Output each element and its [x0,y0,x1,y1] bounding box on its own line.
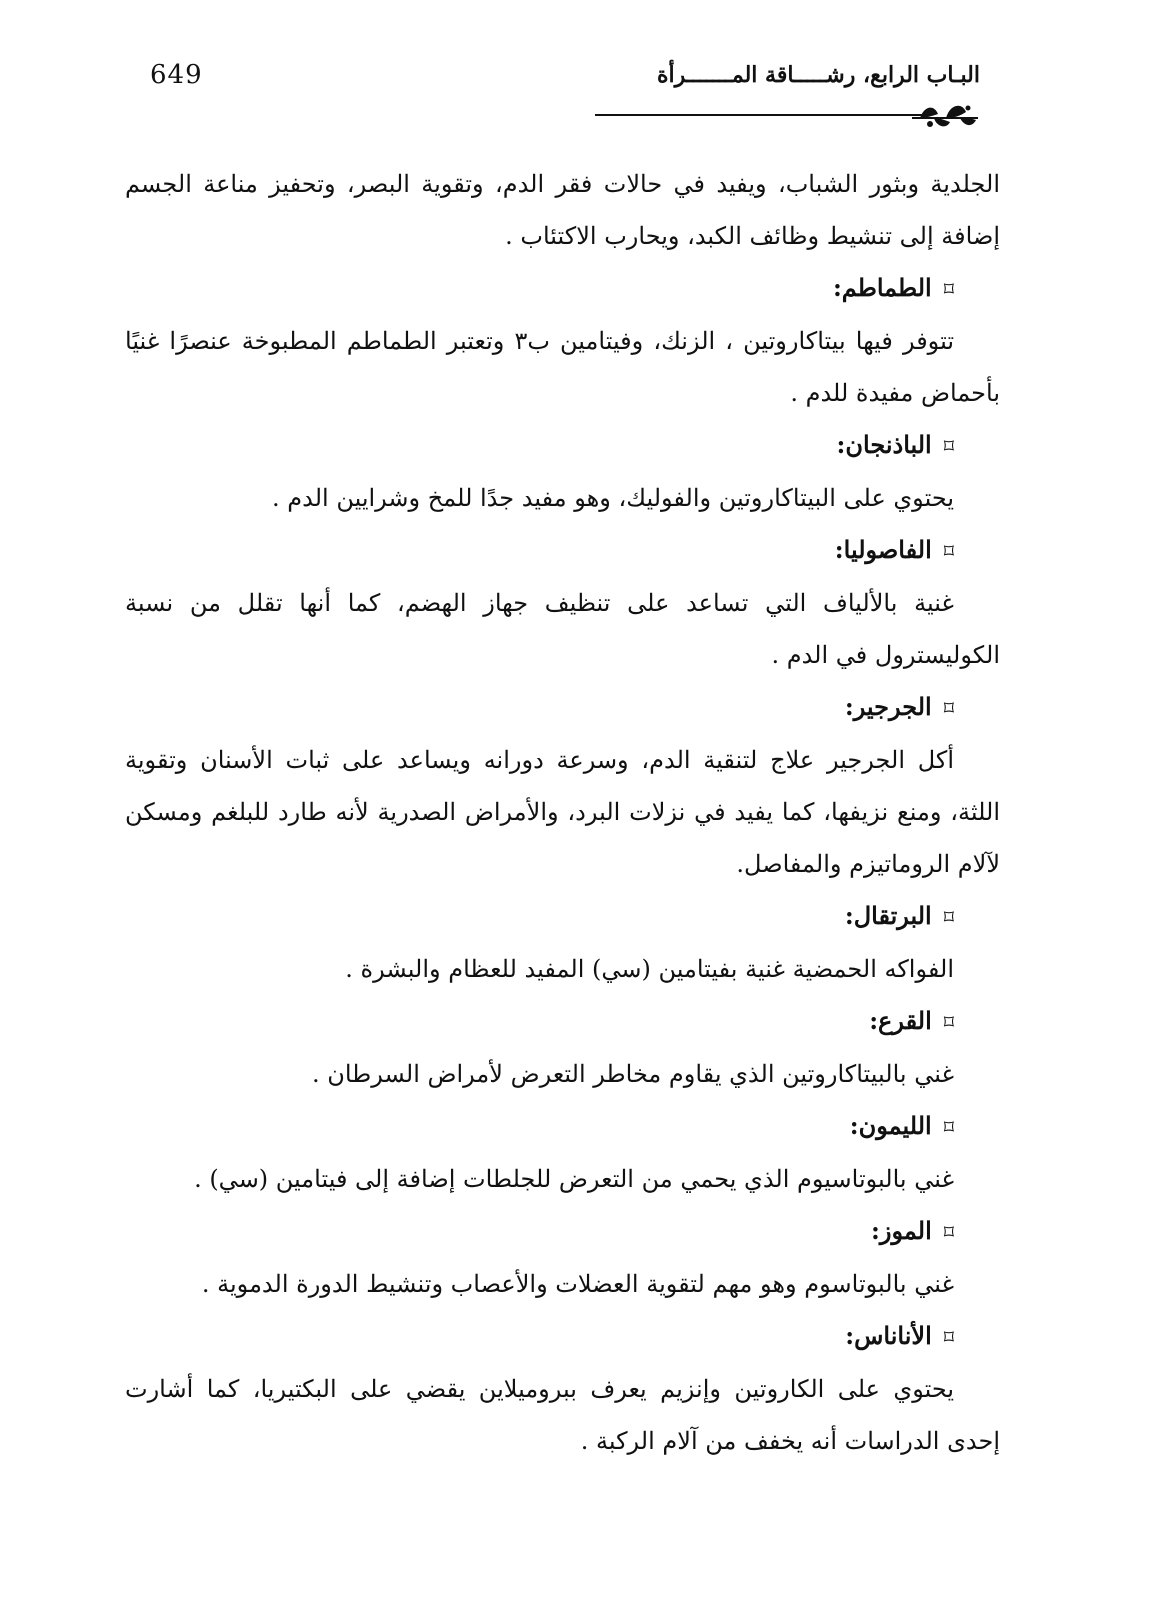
bullet-icon: ⌑ [943,1220,954,1244]
food-item-title: الجرجير: [844,692,932,721]
food-item-heading [125,524,1000,577]
page-header [150,56,980,136]
page-body [125,158,1000,1467]
food-item-paragraph: غني بالبوتاسوم وهو مهم لتقوية العضلات والأعصاب وتنشيط الدورة الدموية . [201,1270,954,1298]
food-item-paragraph: غني بالبوتاسيوم الذي يحمي من التعرض للجلطات إضافة إلى فيتامين (سي) . [194,1165,954,1193]
food-item-title: الباذنجان: [836,430,932,459]
food-item-title: الليمون: [849,1111,932,1140]
running-title: البـاب الرابع، رشـــــاقة المـــــــرأة [656,62,980,88]
leaf-ornament-icon [910,96,980,132]
food-item-title: الفاصوليا: [834,535,932,564]
food-item-title: الطماطم: [832,273,932,302]
bullet-icon: ⌑ [943,434,954,458]
food-item-heading [125,1100,1000,1153]
bullet-icon: ⌑ [943,1010,954,1034]
food-item-paragraph: الفواكه الحمضية غنية بفيتامين (سي) المفيد للعظام والبشرة . [345,955,954,983]
food-item-paragraph: غنية بالألياف التي تساعد على تنظيف جهاز الهضم، كما أنها تقلل من نسبة الكوليسترول في الدم . [125,589,1000,669]
food-item-paragraph: أكل الجرجير علاج لتنقية الدم، وسرعة دورانه ويساعد على ثبات الأسنان وتقوية اللثة، ومنع نزيفها، كما يفيد في نزلات البرد، والأمراض الصدرية لأنه طارد للبلغم ومسكن لآلام الروماتيزم والمفاصل. [125,746,1000,878]
food-item-paragraph: غني بالبيتاكاروتين الذي يقاوم مخاطر التعرض لأمراض السرطان . [311,1060,954,1088]
food-item-paragraph: يحتوي على البيتاكاروتين والفوليك، وهو مفيد جدًا للمخ وشرايين الدم . [272,484,954,512]
page-number: 649 [150,60,203,90]
bullet-icon: ⌑ [943,277,954,301]
food-item-heading [125,890,1000,943]
food-item-heading [125,1205,1000,1258]
header-rule [595,114,925,116]
food-item-paragraph: يحتوي على الكاروتين وإنزيم يعرف ببروميلاين يقضي على البكتيريا، كما أشارت إحدى الدراسات أنه يخفف من آلام الركبة . [125,1375,1000,1455]
bullet-icon: ⌑ [943,539,954,563]
food-item-list [125,262,1000,1467]
food-item-heading [125,419,1000,472]
bullet-icon: ⌑ [943,1115,954,1139]
food-item-heading [125,1310,1000,1363]
food-item-heading [125,262,1000,315]
food-item-paragraph: تتوفر فيها بيتاكاروتين ، الزنك، وفيتامين ب٣ وتعتبر الطماطم المطبوخة عنصرًا غنيًا بأحماض مفيدة للدم . [125,327,1000,407]
food-item-heading [125,995,1000,1048]
food-item-title: البرتقال: [844,901,932,930]
intro-paragraph: الجلدية وبثور الشباب، ويفيد في حالات فقر الدم، وتقوية البصر، وتحفيز مناعة الجسم إضافة إلى تنشيط وظائف الكبد، ويحارب الاكتئاب . [125,170,1000,250]
food-item-heading [125,681,1000,734]
food-item-title: الأناناس: [845,1321,932,1350]
bullet-icon: ⌑ [943,1325,954,1349]
food-item-title: القرع: [869,1006,932,1035]
food-item-title: الموز: [871,1216,932,1245]
bullet-icon: ⌑ [943,696,954,720]
bullet-icon: ⌑ [943,905,954,929]
